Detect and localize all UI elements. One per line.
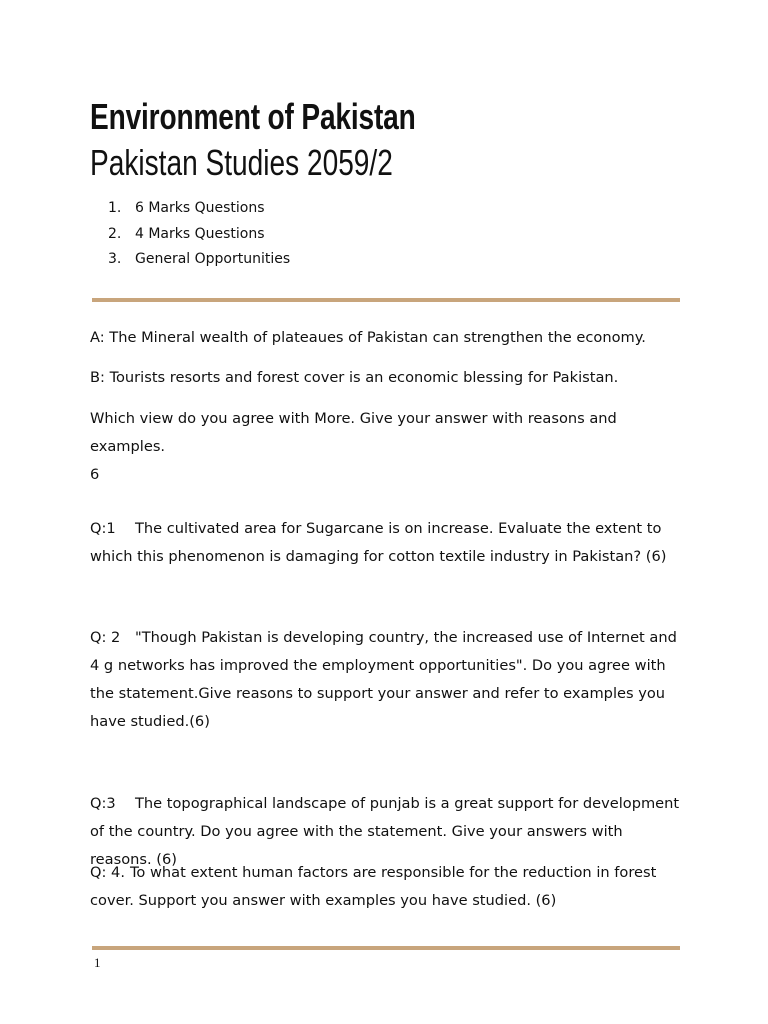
intro-view-a-text: A: The Mineral wealth of plateaues of Pakistan can strengthen the economy.	[90, 329, 646, 346]
intro-view-a	[90, 324, 682, 352]
question-body: To what extent human factors are responsible for the reduction in forest cover. Support you answer with examples you have studied. (6)	[90, 864, 657, 909]
question-4-text	[90, 859, 682, 915]
page-number: 1	[94, 955, 101, 970]
question-body: "Though Pakistan is developing country, the increased use of Internet and 4 g networks has improved the employment opportunities". Do you agree with the statement.Give reasons to support your answer and refer to examples you have studied.(6)	[90, 629, 677, 730]
question-2-text	[90, 624, 682, 736]
question-body: The cultivated area for Sugarcane is on increase. Evaluate the extent to which this phenomenon is damaging for cotton textile industry in Pakistan? (6)	[90, 520, 667, 565]
toc-item-label: 6 Marks Questions	[135, 200, 265, 216]
bottom-divider	[92, 946, 680, 950]
toc-item	[108, 196, 290, 222]
question-2	[90, 624, 682, 736]
table-of-contents	[108, 196, 290, 273]
question-label: Q:3	[90, 795, 116, 812]
document-subtitle: Pakistan Studies 2059/2	[90, 142, 393, 183]
top-divider	[92, 298, 680, 302]
question-label: Q:1	[90, 520, 116, 537]
toc-item	[108, 222, 290, 248]
question-1	[90, 515, 682, 571]
intro-prompt	[90, 405, 682, 489]
intro-marks: 6	[90, 466, 100, 483]
toc-item-number: 2.	[108, 225, 122, 242]
toc-item-number: 1.	[108, 200, 122, 216]
question-label: Q: 4.	[90, 864, 125, 881]
question-4	[90, 859, 682, 915]
toc-item-number: 3.	[108, 251, 122, 267]
intro-view-b-text: B: Tourists resorts and forest cover is an economic blessing for Pakistan.	[90, 369, 619, 386]
question-body: The topographical landscape of punjab is a great support for development of the country. Do you agree with the statement. Give your answers with reasons. (6)	[90, 795, 680, 868]
intro-view-b	[90, 364, 682, 392]
toc-item	[108, 247, 290, 273]
intro-prompt-text: Which view do you agree with More. Give your answer with reasons and examples.	[90, 410, 617, 455]
question-1-text	[90, 515, 682, 571]
toc-item-label: 4 Marks Questions	[135, 225, 265, 242]
toc-item-label: General Opportunities	[135, 251, 291, 267]
question-label: Q: 2	[90, 629, 121, 646]
document-title: Environment of Pakistan	[90, 96, 416, 137]
